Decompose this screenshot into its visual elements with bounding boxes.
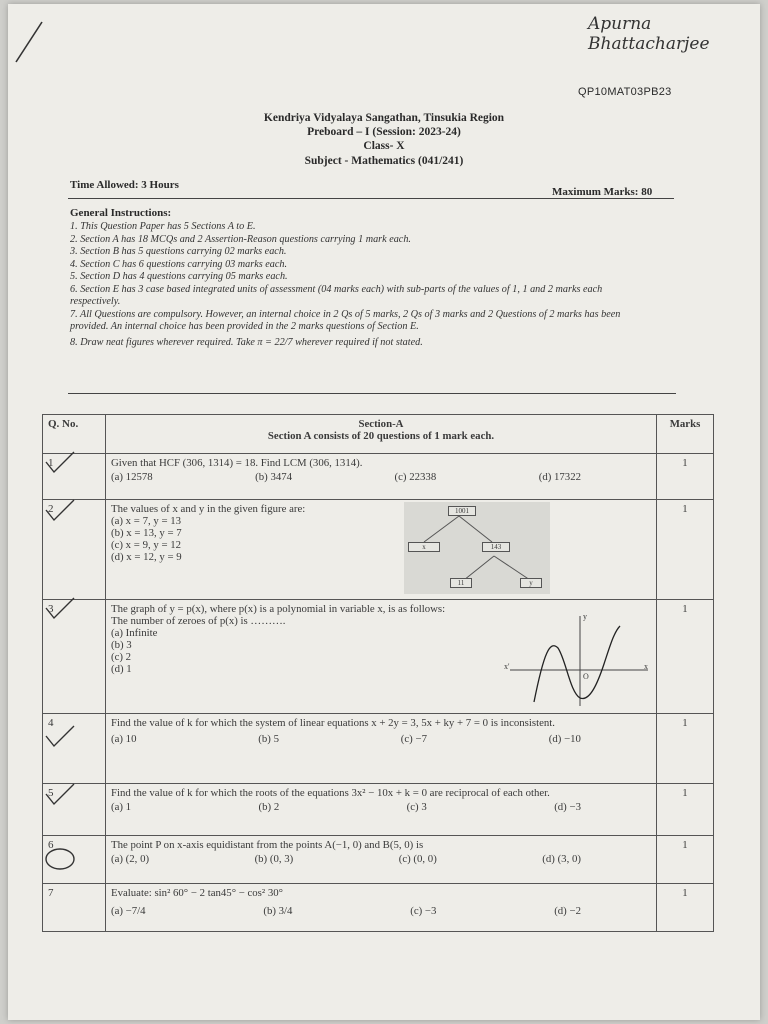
handwritten-signature: Apurna Bhattacharjee [588,14,710,54]
tree-node-x: x [408,542,440,552]
table-row [43,600,714,714]
axis-label-y: y [583,612,587,621]
marks: 1 [657,884,714,932]
instructions-title: General Instructions: [70,207,172,219]
options-row [111,905,581,917]
marks: 1 [657,600,714,714]
table-row [43,500,714,600]
marks: 1 [657,836,714,884]
question-body [106,714,657,784]
maximum-marks: Maximum Marks: 80 [552,186,653,198]
question-body [106,600,657,714]
table-row [43,836,714,884]
option-c: (c) −7 [400,733,427,745]
header-line-4: Subject - Mathematics (041/241) [304,155,464,167]
paper-code: QP10MAT03PB23 [578,86,672,98]
options-row [111,733,581,745]
tree-node-mid: 143 [482,542,510,552]
table-row [43,454,714,500]
options-row [111,853,581,865]
option-d: (d) x = 12, y = 9 [111,551,182,563]
instruction-2: 2. Section A has 18 MCQs and 2 Assertion-Reason questions carrying 1 mark each. [70,233,411,245]
instruction-7: 7. All Questions are compulsory. However, an internal choice in 2 Qs of 5 marks, 2 Qs of 3 marks and 2 Questions of 2 marks has been provided. An internal choice has been provided in the 2 marks questions of Section E. [70,308,621,332]
instruction-1: 1. This Question Paper has 5 Sections A to E. [70,221,256,232]
question-text: The graph of y = p(x), where p(x) is a polynomial in variable x, is as follows: [111,603,446,615]
polynomial-graph [504,612,654,708]
question-number: 2 [43,500,106,600]
option-a: (a) 12578 [111,471,153,483]
section-heading [106,415,657,454]
general-instructions [70,207,630,349]
option-c: (c) 22338 [394,471,437,483]
marks: 1 [657,714,714,784]
option-c: (c) −3 [410,905,437,917]
option-b: (b) 3/4 [263,905,293,917]
question-text: The values of x and y in the given figure are: [111,503,306,515]
option-b: (b) 3 [111,639,132,651]
question-text-2: The number of zeroes of p(x) is ………. [111,615,286,627]
option-d: (d) −2 [554,905,581,917]
factor-tree-figure [404,502,550,594]
origin-label: O [583,672,589,681]
instruction-6: 6. Section E has 3 case based integrated units of assessment (04 marks each) with sub-parts of the values of 1, 1 and 2 marks each respectively. [70,283,603,307]
option-b: (b) 3474 [255,471,293,483]
question-number: 4 [43,714,106,784]
question-body [106,836,657,884]
option-a: (a) x = 7, y = 13 [111,515,182,527]
question-body [106,884,657,932]
question-body [106,454,657,500]
col-qno: Q. No. [43,415,106,454]
instruction-5: 5. Section D has 4 questions carrying 05 marks each. [70,271,288,282]
instruction-3: 3. Section B has 5 questions carrying 02 marks each. [70,246,287,257]
question-text: Evaluate: sin² 60° − 2 tan45° − cos² 30° [111,887,283,899]
table-row [43,884,714,932]
question-number: 6 [43,836,106,884]
instructions-divider [68,393,676,394]
section-title: Section-A [358,418,404,430]
axis-label-x: x [644,662,648,671]
option-c: (c) 2 [111,651,132,663]
option-b: (b) 2 [258,801,280,813]
option-a: (a) 10 [111,733,137,745]
marks: 1 [657,784,714,836]
option-d: (d) 17322 [538,471,581,483]
marks: 1 [657,454,714,500]
option-d: (d) 1 [111,663,132,675]
question-text: The point P on x-axis equidistant from the points A(−1, 0) and B(5, 0) is [111,839,424,851]
question-body [106,784,657,836]
option-a: (a) 1 [111,801,132,813]
option-a: (a) (2, 0) [111,853,150,865]
option-d: (d) −10 [548,733,581,745]
table-row [43,784,714,836]
option-b: (b) x = 13, y = 7 [111,527,182,539]
options-row [111,471,581,483]
option-d: (d) −3 [554,801,581,813]
question-text: Find the value of k for which the roots of the equations 3x² − 10x + k = 0 are reciprocal of each other. [111,787,550,799]
table-row [43,714,714,784]
option-b: (b) 5 [258,733,279,745]
question-body [106,500,657,600]
question-number: 1 [43,454,106,500]
option-c: (c) (0, 0) [398,853,437,865]
header-line-3: Class- X [363,140,405,152]
tree-node-y: y [520,578,542,588]
option-d: (d) (3, 0) [542,853,581,865]
option-b: (b) (0, 3) [254,853,294,865]
table-header-row [43,415,714,454]
handwritten-tick-marks [40,450,100,870]
header-line-1: Kendriya Vidyalaya Sangathan, Tinsukia Region [263,112,505,124]
question-text: Find the value of k for which the system of linear equations x + 2y = 3, 5x + ky + 7 = 0 is inconsistent. [111,717,555,729]
instruction-4: 4. Section C has 6 questions carrying 03 marks each. [70,258,288,270]
pen-mark [8,18,48,68]
question-text: Given that HCF (306, 1314) = 18. Find LCM (306, 1314). [111,457,363,469]
option-c: (c) x = 9, y = 12 [111,539,182,551]
axis-label-x-neg: x' [504,662,510,671]
marks: 1 [657,500,714,600]
time-allowed: Time Allowed: 3 Hours [70,179,179,191]
tree-node-top: 1001 [448,506,476,516]
questions-table [42,414,714,932]
option-a: (a) Infinite [111,627,158,639]
question-number: 5 [43,784,106,836]
col-marks: Marks [657,415,714,454]
question-number: 3 [43,600,106,714]
options-row [111,801,581,813]
option-a: (a) −7/4 [111,905,146,917]
question-number: 7 [43,884,106,932]
tree-node-11: 11 [450,578,472,588]
header-divider [68,198,674,199]
header-line-2: Preboard – I (Session: 2023-24) [307,126,461,138]
option-c: (c) 3 [406,801,427,813]
instruction-8: 8. Draw neat figures wherever required. Take π = 22/7 wherever required if not stated. [70,336,423,348]
section-subtitle: Section A consists of 20 questions of 1 mark each. [267,430,495,442]
